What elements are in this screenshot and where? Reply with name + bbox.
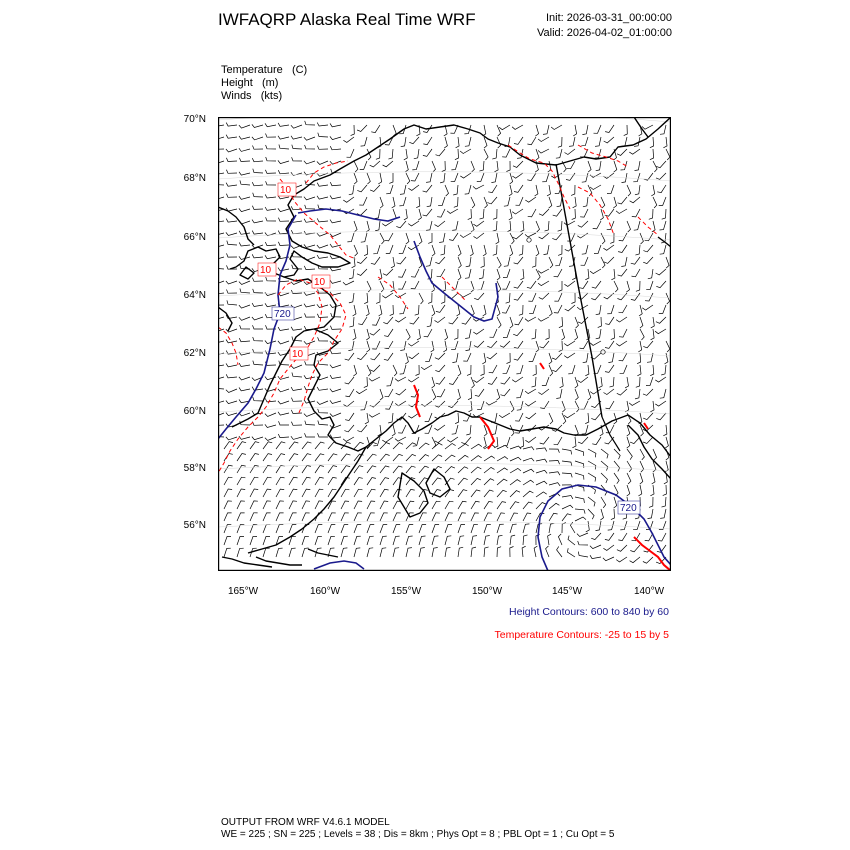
init-time: Init: 2026-03-31_00:00:00 <box>546 12 672 24</box>
height-label: 720 <box>620 503 637 514</box>
field-winds: Winds (kts) <box>221 90 283 102</box>
temp-label: 10 <box>260 265 272 276</box>
lat-label-62: 62°N <box>183 348 206 359</box>
lat-label-64: 64°N <box>183 290 206 301</box>
lat-label-70: 70°N <box>183 114 206 125</box>
field-temperature: Temperature (C) <box>221 64 308 76</box>
height-label: 720 <box>274 309 291 320</box>
lon-label-140: 140°W <box>633 586 665 597</box>
field-height: Height (m) <box>221 77 279 89</box>
lon-label-150: 150°W <box>471 586 503 597</box>
model-settings: WE = 225 ; SN = 225 ; Levels = 38 ; Dis = 8km ; Phys Opt = 8 ; PBL Opt = 1 ; Cu Opt = 5 <box>221 829 615 840</box>
station-marker <box>527 238 531 242</box>
lon-label-160: 160°W <box>309 586 341 597</box>
temp-label: 10 <box>292 349 304 360</box>
temp-label: 10 <box>280 185 292 196</box>
temp-contours-note: Temperature Contours: -25 to 15 by 5 <box>494 629 669 641</box>
lat-label-66: 66°N <box>183 232 206 243</box>
temp-label: 10 <box>314 277 326 288</box>
lat-label-68: 68°N <box>183 173 206 184</box>
lat-label-60: 60°N <box>183 406 206 417</box>
lon-label-155: 155°W <box>390 586 422 597</box>
international-border <box>556 164 602 417</box>
lat-label-58: 58°N <box>183 463 206 474</box>
lat-label-56: 56°N <box>183 520 206 531</box>
weather-map <box>218 117 671 571</box>
lon-label-145: 145°W <box>551 586 583 597</box>
map-title: IWFAQRP Alaska Real Time WRF <box>218 10 476 29</box>
height-contours-note: Height Contours: 600 to 840 by 60 <box>509 606 669 618</box>
model-footer: OUTPUT FROM WRF V4.6.1 MODEL <box>221 817 390 828</box>
lon-label-165: 165°W <box>227 586 259 597</box>
valid-time: Valid: 2026-04-02_01:00:00 <box>537 27 672 39</box>
